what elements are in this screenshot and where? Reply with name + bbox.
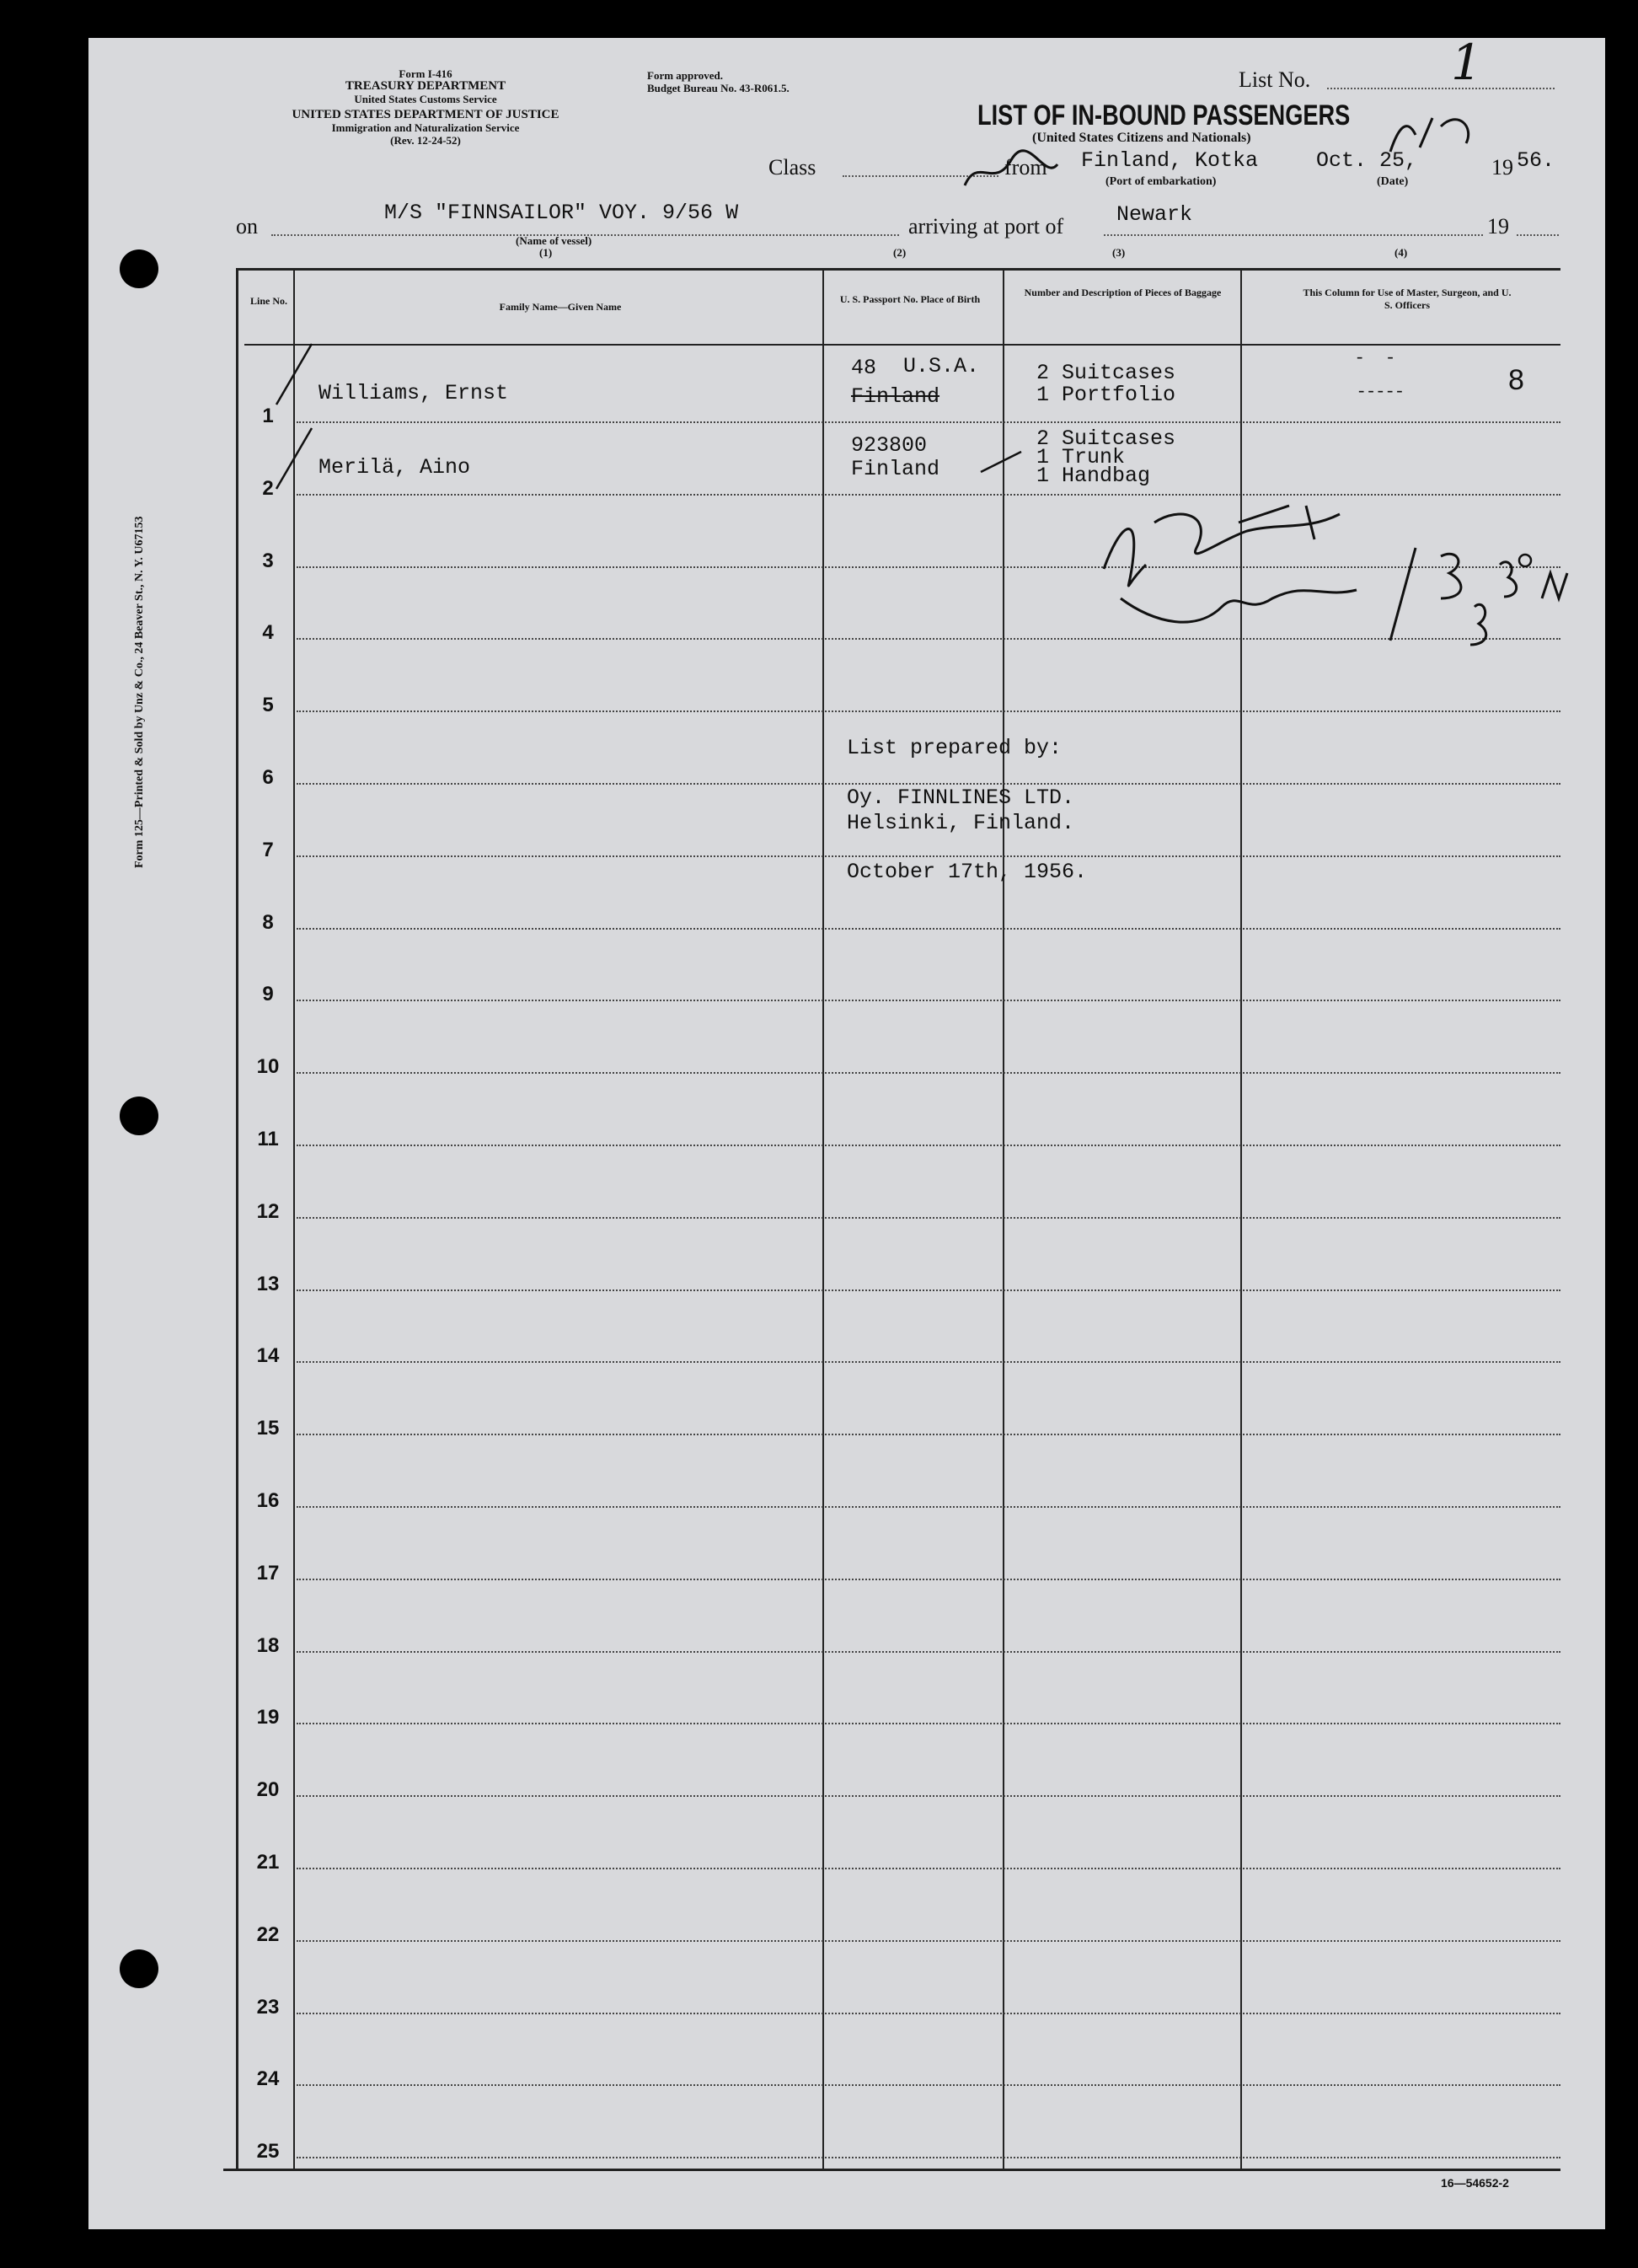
year-prefix: 19 bbox=[1491, 155, 1513, 180]
line-number: 23 bbox=[256, 1996, 280, 2019]
form-approved: Form approved. bbox=[647, 69, 724, 82]
col-line-no: Line No. bbox=[249, 295, 287, 307]
line-no-divider bbox=[293, 268, 295, 2171]
line-number: 20 bbox=[256, 1778, 280, 1801]
row-2-passport: 923800 bbox=[851, 433, 928, 458]
table-row bbox=[297, 2084, 1560, 2086]
row-1-officer-dashes: - - bbox=[1357, 346, 1399, 367]
line-number: 22 bbox=[256, 1923, 280, 1946]
table-row bbox=[297, 710, 1560, 712]
row-1-name: Williams, Ernst bbox=[318, 381, 509, 405]
row-1-officer-mark: 8 bbox=[1508, 364, 1524, 396]
handwritten-date-correction bbox=[1382, 101, 1534, 169]
row-2-birth: Finland bbox=[851, 457, 940, 481]
date-value: Oct. 25, bbox=[1316, 148, 1418, 173]
from-label: from bbox=[1004, 155, 1047, 180]
caption-3: (3) bbox=[1112, 246, 1126, 259]
line-number: 13 bbox=[256, 1273, 280, 1295]
row-1-officer-dashes-2: ----- bbox=[1358, 379, 1406, 400]
prepared-date: October 17th, 1956. bbox=[847, 860, 1088, 884]
port-dots bbox=[1104, 234, 1483, 236]
line-number: 21 bbox=[256, 1851, 280, 1874]
table-row bbox=[297, 1651, 1560, 1653]
table-row bbox=[297, 928, 1560, 930]
table-row bbox=[297, 1145, 1560, 1146]
list-no-label: List No. bbox=[1239, 67, 1311, 92]
punch-hole bbox=[120, 1096, 158, 1135]
line-number: 9 bbox=[262, 983, 274, 1005]
line-number: 14 bbox=[256, 1344, 280, 1367]
line-number: 24 bbox=[256, 2067, 280, 2090]
table-row bbox=[297, 1506, 1560, 1508]
year-dots-2 bbox=[1517, 234, 1559, 236]
row-1-baggage-1: 2 Suitcases bbox=[1036, 361, 1176, 385]
table-bottom-border bbox=[223, 2169, 1560, 2171]
row-2-name: Merilä, Aino bbox=[318, 455, 471, 480]
row-2-baggage-3: 1 Handbag bbox=[1036, 464, 1151, 488]
punch-hole bbox=[120, 1949, 158, 1988]
line-number: 5 bbox=[262, 694, 274, 716]
line-number: 1 bbox=[262, 405, 274, 427]
table-row bbox=[297, 1361, 1560, 1363]
vessel-caption: (Name of vessel) bbox=[516, 234, 592, 247]
line-number: 11 bbox=[257, 1128, 279, 1150]
vessel-value: M/S "FINNSAILOR" VOY. 9/56 W bbox=[384, 201, 739, 225]
row-1-birth-struck: Finland bbox=[851, 384, 940, 409]
line-number: 15 bbox=[256, 1417, 280, 1440]
table-row bbox=[297, 1940, 1560, 1942]
date-caption: (Date) bbox=[1377, 175, 1409, 188]
form-id: Form I-416 bbox=[399, 67, 452, 80]
line-number: 8 bbox=[262, 911, 274, 934]
row-2-check-mark bbox=[270, 421, 320, 497]
table-row bbox=[297, 1723, 1560, 1724]
table-row bbox=[297, 1434, 1560, 1435]
on-label: on bbox=[236, 214, 258, 239]
list-no-value: 1 bbox=[1451, 34, 1482, 91]
col-family-name: Family Name—Given Name bbox=[499, 301, 622, 313]
customs-service: United States Customs Service bbox=[354, 93, 497, 105]
line-number: 17 bbox=[256, 1562, 280, 1584]
table-row bbox=[297, 2013, 1560, 2014]
caption-1: (1) bbox=[539, 246, 553, 259]
list-no-dots bbox=[1327, 88, 1555, 89]
line-number: 6 bbox=[262, 766, 274, 789]
revision: (Rev. 12-24-52) bbox=[390, 134, 461, 147]
prepared-city: Helsinki, Finland. bbox=[847, 811, 1075, 835]
justice-dept: UNITED STATES DEPARTMENT OF JUSTICE bbox=[292, 108, 559, 121]
col-passport: U. S. Passport No. Place of Birth bbox=[839, 293, 981, 305]
treasury-dept: TREASURY DEPARTMENT bbox=[345, 79, 506, 93]
line-number: 25 bbox=[256, 2140, 280, 2163]
printer-imprint: Form 125—Printed & Sold by Unz & Co., 24 Beaver St., N. Y. U67153 bbox=[133, 516, 146, 868]
table-row bbox=[297, 2157, 1560, 2158]
row-1-baggage-2: 1 Portfolio bbox=[1036, 383, 1176, 407]
table-row bbox=[297, 1072, 1560, 1074]
passport-divider bbox=[1003, 268, 1004, 2171]
year-value: 56. bbox=[1517, 148, 1555, 173]
line-number: 3 bbox=[262, 550, 274, 572]
table-row bbox=[297, 1289, 1560, 1291]
col-officers: This Column for Use of Master, Surgeon, and U. S. Officers bbox=[1303, 287, 1512, 311]
punch-hole bbox=[120, 249, 158, 288]
row-2-baggage-2: 1 Trunk bbox=[1036, 445, 1126, 469]
table-left-border bbox=[236, 268, 238, 2171]
table-row bbox=[297, 421, 1560, 423]
caption-4: (4) bbox=[1394, 246, 1408, 259]
footer-code: 16—54652-2 bbox=[1441, 2176, 1509, 2190]
table-row bbox=[297, 1868, 1560, 1869]
handwritten-scribble bbox=[961, 147, 1062, 198]
form-header-left bbox=[236, 67, 615, 147]
line-number: 18 bbox=[256, 1634, 280, 1657]
col-baggage: Number and Description of Pieces of Baggage bbox=[1024, 287, 1222, 298]
table-top-border bbox=[236, 268, 1560, 271]
table-row bbox=[297, 1000, 1560, 1001]
arriving-label: arriving at port of bbox=[908, 214, 1064, 239]
line-number: 4 bbox=[262, 621, 274, 644]
line-number: 16 bbox=[256, 1489, 280, 1512]
name-divider bbox=[822, 268, 824, 2171]
table-row bbox=[297, 1579, 1560, 1580]
budget-bureau: Budget Bureau No. 43-R061.5. bbox=[647, 82, 790, 94]
row-1-birth: U.S.A. bbox=[903, 354, 980, 378]
officer-signature bbox=[1087, 489, 1592, 674]
line-number: 10 bbox=[256, 1055, 280, 1078]
row-2-dash-mark bbox=[977, 447, 1028, 480]
line-number: 2 bbox=[262, 477, 274, 500]
page-title: LIST OF IN-BOUND PASSENGERS bbox=[977, 99, 1351, 131]
table-row bbox=[297, 783, 1560, 785]
row-2-baggage-1: 2 Suitcases bbox=[1036, 426, 1176, 451]
port-caption: (Port of embarkation) bbox=[1105, 175, 1217, 188]
table-row bbox=[297, 1217, 1560, 1219]
from-value: Finland, Kotka bbox=[1081, 148, 1259, 173]
row-1-passport: 48 bbox=[851, 356, 877, 380]
prepared-company: Oy. FINNLINES LTD. bbox=[847, 785, 1075, 810]
year-label-2: 19 bbox=[1487, 214, 1509, 239]
ins-service: Immigration and Naturalization Service bbox=[331, 121, 520, 134]
table-row bbox=[297, 855, 1560, 857]
line-number: 12 bbox=[256, 1200, 280, 1223]
table-row bbox=[297, 1795, 1560, 1797]
port-value: Newark bbox=[1116, 202, 1193, 227]
prepared-label: List prepared by: bbox=[847, 736, 1063, 760]
row-1-check-mark bbox=[270, 337, 320, 413]
line-number: 7 bbox=[262, 839, 274, 861]
class-label: Class bbox=[768, 155, 816, 180]
form-approval bbox=[647, 69, 790, 94]
page-subtitle: (United States Citizens and Nationals) bbox=[1032, 131, 1251, 145]
line-number: 19 bbox=[256, 1706, 280, 1729]
caption-2: (2) bbox=[893, 246, 907, 259]
